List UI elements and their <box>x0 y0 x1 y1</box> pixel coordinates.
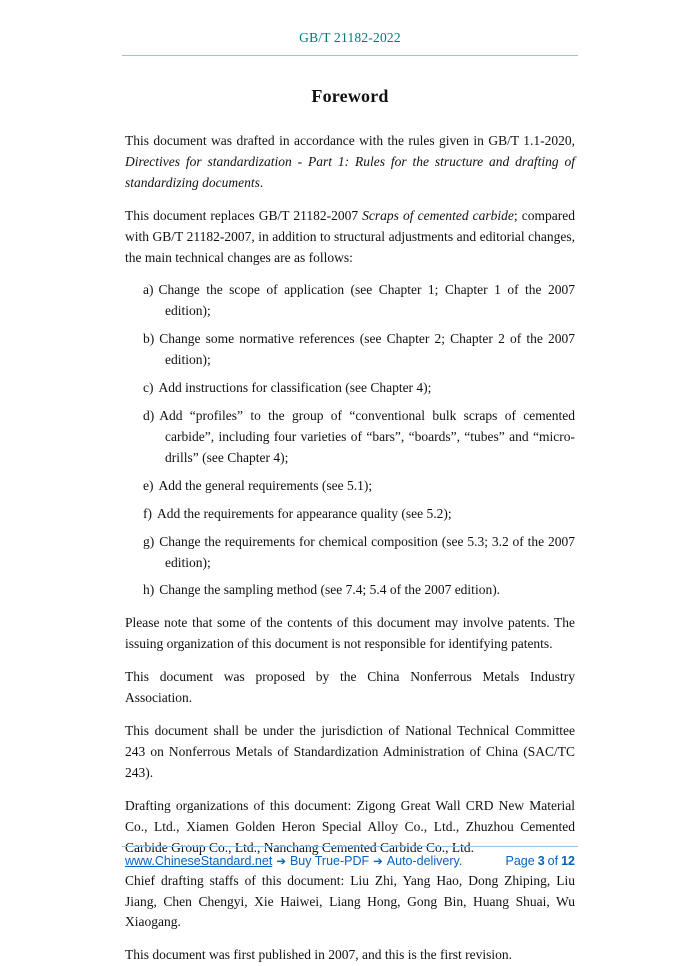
list-item-text: Add “profiles” to the group of “conventional bulk scraps of cemented carbide”, including four varieties of “bars”, “boards”, “tubes” and “micro-drills” (see Chapter 4); <box>159 408 575 465</box>
footer-row <box>122 854 578 868</box>
footer-source <box>125 854 462 868</box>
paragraph-jurisdiction: This document shall be under the jurisdiction of National Technical Committee 243 on Nonferrous Metals of Standardization Administration of China (SAC/TC 243). <box>125 723 575 780</box>
list-item <box>125 280 575 322</box>
list-item-text: Change the requirements for chemical composition (see 5.3; 3.2 of the 2007 edition); <box>159 533 575 570</box>
page-total: 12 <box>561 854 575 868</box>
list-item-label: b) <box>143 331 155 347</box>
paragraph-patents: Please note that some of the contents of this document may involve patents. The issuing organization of this document is not responsible for identifying patents. <box>125 615 575 652</box>
cited-standard-title: Scraps of cemented carbide <box>362 207 514 223</box>
list-item-text: Add the general requirements (see 5.1); <box>158 477 373 493</box>
document-body <box>125 83 575 966</box>
paragraph-proposed: This document was proposed by the China Nonferrous Metals Industry Association. <box>125 669 575 706</box>
cited-standard-title: Directives for standardization - Part 1: Rules for the structure and drafting of standardizing documents <box>125 153 575 190</box>
list-item-text: Add the requirements for appearance quality (see 5.2); <box>157 505 452 521</box>
paragraph-drafting-organizations: Drafting organizations of this document: Zigong Great Wall CRD New Material Co., Ltd., Xiamen Golden Heron Special Alloy Co., Ltd., Zhuzhou Cemented Carbide Group Co., Ltd., Nanchang Cemented Carbide Co., Ltd. <box>125 797 575 855</box>
page-indicator <box>503 854 576 868</box>
list-item <box>125 580 575 601</box>
list-item-label: d) <box>143 408 155 424</box>
list-item-label: g) <box>143 533 155 549</box>
list-item-label: f) <box>143 505 152 521</box>
list-item <box>125 406 575 469</box>
website-link[interactable]: www.ChineseStandard.net <box>125 854 273 868</box>
document-number: GB/T 21182-2022 <box>299 30 401 45</box>
paragraph-drafted <box>125 131 575 194</box>
paragraph-text: This document was drafted in accordance with the rules given in GB/T 1.1-2020, <box>125 132 575 148</box>
list-item <box>125 504 575 525</box>
list-item-text: Add instructions for classification (see Chapter 4); <box>158 380 432 396</box>
footer-buy-text: Buy True-PDF <box>289 854 370 868</box>
list-item <box>125 532 575 574</box>
list-item-text: Change some normative references (see Chapter 2; Chapter 2 of the 2007 edition); <box>159 331 575 368</box>
page-label: Page <box>505 854 535 868</box>
paragraph-replaces <box>125 206 575 269</box>
page-header <box>122 0 578 56</box>
page-of-label: of <box>547 854 559 868</box>
arrow-right-icon: ➔ <box>373 854 383 868</box>
list-item-label: a) <box>143 282 154 298</box>
technical-changes-list <box>125 280 575 601</box>
paragraph-drafting-staff: Chief drafting staffs of this document: Liu Zhi, Yang Hao, Dong Zhiping, Liu Jiang, Chen Chengyi, Xie Haiwei, Liang Hong, Gong Bin, Huang Shuai, Wu Xiaogang. <box>125 872 575 930</box>
list-item-text: Change the sampling method (see 7.4; 5.4 of the 2007 edition). <box>159 582 501 598</box>
list-item-label: e) <box>143 477 154 493</box>
list-item-label: h) <box>143 582 155 598</box>
page-footer <box>122 846 578 868</box>
list-item <box>125 476 575 497</box>
paragraph-text: . <box>259 174 264 190</box>
paragraph-text: This document replaces GB/T 21182-2007 <box>125 207 363 223</box>
list-item-text: Change the scope of application (see Chapter 1; Chapter 1 of the 2007 edition); <box>158 282 575 319</box>
paragraph-first-published: This document was first published in 2007, and this is the first revision. <box>125 947 512 963</box>
paragraph-text: ; compared with GB/T 21182-2007, in addition to structural adjustments and editorial changes, the main technical changes are as follows: <box>125 207 575 265</box>
list-item <box>125 378 575 399</box>
page-title: Foreword <box>311 86 389 106</box>
header-divider <box>122 55 578 56</box>
footer-delivery-text: Auto-delivery. <box>386 854 463 868</box>
footer-divider <box>122 846 578 847</box>
list-item-label: c) <box>143 380 154 396</box>
arrow-right-icon: ➔ <box>276 854 286 868</box>
list-item <box>125 329 575 371</box>
page-current: 3 <box>537 854 545 868</box>
